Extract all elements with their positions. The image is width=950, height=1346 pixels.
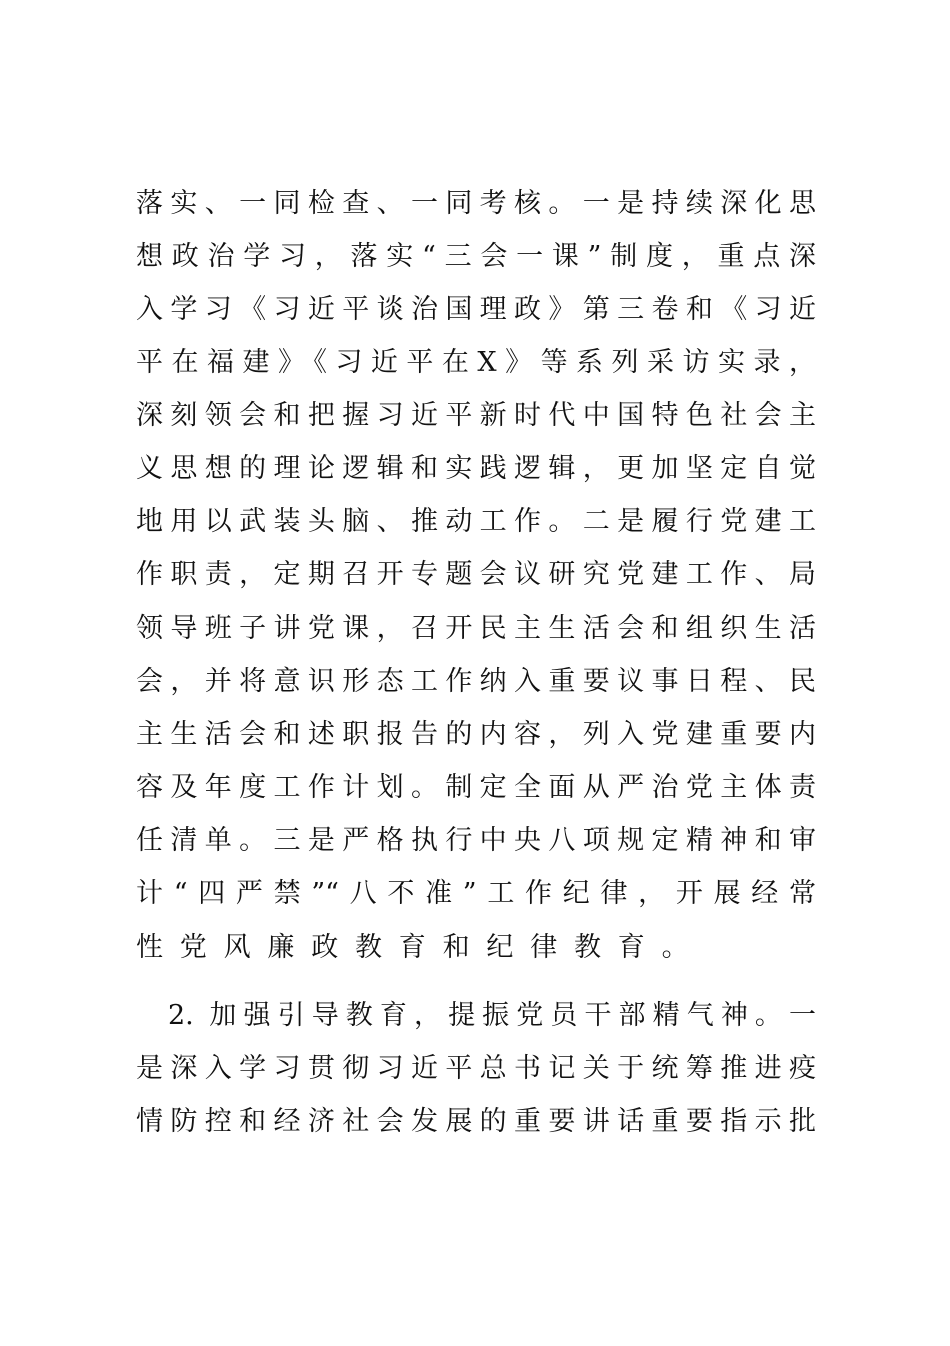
text-line: 想政治学习，落实“三会一课”制度，重点深 — [136, 241, 816, 272]
paragraph-last-line: 性党风廉政教育和纪律教育。 — [136, 932, 706, 963]
text-line: 容及年度工作计划。制定全面从严治党主体责 — [136, 772, 816, 803]
text-line: 深刻领会和把握习近平新时代中国特色社会主 — [136, 400, 816, 431]
text-line: 主生活会和述职报告的内容，列入党建重要内 — [136, 719, 816, 750]
text-line: 落实、一同检查、一同考核。一是持续深化思 — [136, 188, 816, 219]
text-line: 作职责，定期召开专题会议研究党建工作、局 — [136, 559, 816, 590]
text-line: 计“四严禁”“八不准”工作纪律，开展经常 — [136, 878, 816, 909]
text-line: 平在福建》《习近平在X》等系列采访实录， — [136, 347, 816, 378]
section-heading-line: 2. 加强引导教育，提振党员干部精气神。一 — [168, 1000, 816, 1031]
text-line: 任清单。三是严格执行中央八项规定精神和审 — [136, 825, 816, 856]
text-line: 义思想的理论逻辑和实践逻辑，更加坚定自觉 — [136, 453, 816, 484]
text-line: 领导班子讲党课，召开民主生活会和组织生活 — [136, 613, 816, 644]
text-line: 会，并将意识形态工作纳入重要议事日程、民 — [136, 666, 816, 697]
text-line: 是深入学习贯彻习近平总书记关于统筹推进疫 — [136, 1053, 816, 1084]
text-line: 地用以武装头脑、推动工作。二是履行党建工 — [136, 506, 816, 537]
text-line: 入学习《习近平谈治国理政》第三卷和《习近 — [136, 294, 816, 325]
text-line: 情防控和经济社会发展的重要讲话重要指示批 — [136, 1106, 816, 1137]
